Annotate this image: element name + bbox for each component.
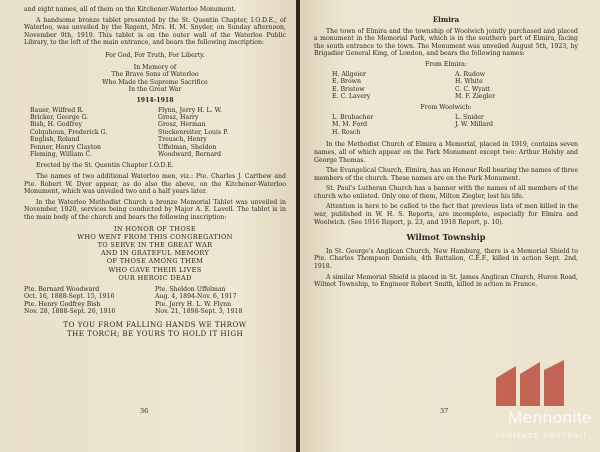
name-entry: Flynn, Jerry H. L. W. (158, 106, 222, 114)
woolwich-names (314, 114, 578, 137)
section-heading-elmira: Elmira (432, 15, 460, 24)
name-entry: Fenner, Henry Clayton (30, 143, 102, 151)
name-entry: Woodward, Bernard (158, 150, 221, 158)
right-paragraph-4: St. Paul's Lutheran Church has a banner with the names of all members of the church who enlisted. Only one of them, Milton Ziegler, lost his life. (314, 185, 578, 200)
left-paragraph-2: The names of two additional Waterloo men, viz.: Pte. Charles J. Carthew and Pte. Robert W. Dyer appear, as do also the above, on the Kitchener-Waterloo Monument, which was unveiled two and a half years later. (24, 172, 286, 196)
tablet-motto: For God, For Truth, For Liberty. (105, 51, 205, 59)
dead-entry: Nov. 28, 1888-Sept. 26, 1916 (24, 308, 116, 316)
church-dead (24, 286, 286, 316)
memory-line: The Brave Sons of Waterloo (111, 71, 199, 79)
dead-entry: Pte. Bernard Woodward (24, 285, 100, 293)
name-entry: J. W. Millard (455, 121, 494, 129)
left-page (0, 0, 296, 452)
closing-line: THE TORCH; BE YOURS TO HOLD IT HIGH (66, 328, 244, 338)
name-entry: Bish, H. Godfrey (30, 121, 82, 129)
inscription-line: OF THOSE AMONG THEM (106, 257, 204, 266)
right-paragraph-2: In the Methodist Church of Elmira a Memorial, placed in 1919, contains seven names, all of which appear on the Park Monument except two: Arthur Helsby and George Thomas. (314, 141, 578, 164)
right-paragraph-1: The town of Elmira and the township of Woolwich jointly purchased and placed a monument in the Memorial Park, which is in the southern part of Elmira, facing the south entrance to the town. The Monument was unveiled August 5th, 1923, by Brigadier General King, of London, and bears the following names: (314, 27, 578, 58)
tablet-memory (24, 64, 286, 94)
tablet-years: 1914-1918 (136, 96, 174, 104)
elmira-column-right (455, 71, 578, 101)
heritage-logo-icon (472, 360, 592, 442)
page-number-right: 37 (440, 407, 449, 416)
name-entry: Treusch, Henry (158, 136, 207, 144)
right-paragraph-6: In St. George's Anglican Church, New Hamburg, there is a Memorial Shield to Pte. Charles Thompson Daniels, 4th Battalion, C.E.F., killed in action Sept. 2nd, 1918. (314, 247, 578, 271)
name-entry: H. Rosch (332, 128, 361, 136)
inscription-line: WHO WENT FROM THIS CONGREGATION (77, 232, 233, 241)
name-entry: Grosz, Herman (158, 121, 206, 129)
woolwich-column-right (455, 114, 578, 137)
dead-entry: Nov. 21, 1898-Sept. 3, 1918 (155, 308, 243, 316)
names-column-right (158, 107, 286, 159)
watermark-brand: Mennonite (508, 408, 592, 427)
name-entry: A. Rudow (455, 70, 486, 78)
inscription-line: TO SERVE IN THE GREAT WAR (97, 240, 213, 249)
right-paragraph-5: Attention is here to be called to the fact that previous lists of men killed in the war, published in W. H. S. Reports, are incomplete, especially for Elmira and Woolwich. (See 1916 Report, p. 23, and 1918 Report, p. 10). (314, 203, 578, 226)
inscription-line: WHO GAVE THEIR LIVES (108, 265, 202, 274)
inscription-line: AND IN GRATEFUL MEMORY (100, 249, 210, 258)
name-entry: Colquhoun, Frederick G. (30, 128, 108, 136)
memory-line: In the Great War (128, 86, 182, 94)
name-entry: L. Brubacher (332, 113, 374, 121)
name-entry: H. White (455, 78, 483, 86)
name-entry: Uffelman, Sheldon (158, 143, 217, 151)
woolwich-column-left (332, 114, 455, 137)
dead-entry: Pte. Henry Godfrey Bish (24, 300, 101, 308)
inscription-line: IN HONOR OF THOSE (114, 224, 196, 233)
from-woolwich-label: From Woolwich: (420, 103, 472, 111)
tablet-erected: Erected by the St. Quentin Chapter I.O.D.E. (36, 162, 174, 170)
name-entry: English, Roland (30, 136, 80, 144)
name-entry: C. C. Wyatt (455, 85, 491, 93)
dead-entry: Pte. Jerry H. L. W. Flynn (155, 300, 232, 308)
closing-verse (24, 320, 286, 338)
name-entry: Bauer, Wilfred R. (30, 106, 84, 114)
dead-column-right (155, 286, 286, 316)
left-paragraph-0: and eight names, all of them on the Kitchener-Waterloo Monument. (24, 6, 236, 13)
name-entry: Grosz, Harry (158, 113, 199, 121)
memory-line: In Memory of (133, 63, 177, 71)
dead-entry: Pte. Sheldon Uffelman (155, 285, 226, 293)
from-elmira-label: From Elmira: (425, 60, 467, 68)
name-entry: Bricker, George G. (30, 113, 89, 121)
watermark-tagline: HERITAGE PORTRAIT (495, 433, 588, 440)
name-entry: L. Snider (455, 113, 484, 121)
name-entry: Fleming, William C. (30, 150, 92, 158)
dead-entry: Aug. 4, 1894-Nov. 6, 1917 (155, 293, 237, 301)
name-entry: E. Brown (332, 78, 361, 86)
right-paragraph-3: The Evangelical Church, Elmira, has an Honour Roll bearing the names of three members of the church. These names are on the Park Monument. (314, 167, 578, 182)
left-paragraph-3: In the Waterloo Methodist Church a bronze Memorial Tablet was unveiled in November, 1920, services being conducted by Major A. E. Lavell. The tablet is in the main body of the church and bears the following inscription: (24, 198, 286, 221)
name-entry: E. Bristow (332, 85, 365, 93)
name-entry: H. Allgeier (332, 70, 366, 78)
name-entry: M. F. Ziegler (455, 93, 496, 101)
page-number-left: 36 (140, 407, 149, 416)
dead-column-left (24, 286, 155, 316)
dead-entry: Oct. 16, 1888-Sept. 15, 1916 (24, 293, 115, 301)
closing-line: TO YOU FROM FALLING HANDS WE THROW (63, 319, 247, 329)
name-entry: M. M. Ford (332, 121, 368, 129)
elmira-column-left (332, 71, 455, 101)
church-inscription (24, 225, 286, 282)
left-paragraph-1: A handsome bronze tablet presented by the St. Quentin Chapter, I.O.D.E., of Waterloo, was unveiled by the Regent, Mrs. H. M. Snyder, on Sunday afternoon, November 9th, 1919. This tablet is on the outer wall of the Waterloo Public Library, to the left of the main entrance, and bears the following inscription: (24, 16, 286, 47)
memory-line: Who Made the Supreme Sacrifice (102, 78, 208, 86)
names-column-left (30, 107, 158, 159)
name-entry: Steckenreiter, Louis P. (158, 128, 229, 136)
tablet-names (24, 107, 286, 159)
name-entry: E. C. Lavery (332, 93, 371, 101)
right-paragraph-7: A similar Memorial Shield is placed in St. James Anglican Church, Huron Road, Wilmot Township, to Engineer Robert Smith, killed in action in France. (314, 273, 578, 289)
elmira-names (314, 71, 578, 101)
section-heading-wilmot: Wilmot Township (406, 232, 486, 243)
inscription-line: OUR HEROIC DEAD (118, 273, 192, 282)
